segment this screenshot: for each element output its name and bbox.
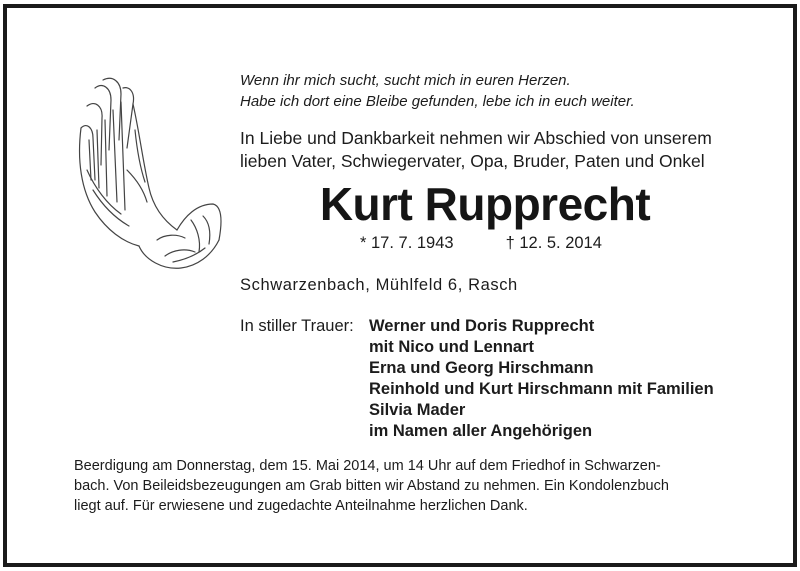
mourner-name: Erna und Georg Hirschmann [369, 359, 594, 377]
footer-line-1: Beerdigung am Donnerstag, dem 15. Mai 2014, um 14 Uhr auf dem Friedhof in Schwarzen- [74, 458, 661, 474]
life-dates [360, 232, 602, 254]
quote-line-1: Wenn ihr mich sucht, sucht mich in euren Herzen. [240, 72, 571, 89]
farewell-intro [240, 127, 712, 173]
funeral-notice [74, 456, 734, 516]
footer-line-2: bach. Von Beileidsbezeugungen am Grab bitten wir Abstand zu nehmen. Ein Kondolenzbuch [74, 478, 669, 494]
memorial-quote [240, 70, 635, 112]
mourner-name: Reinhold und Kurt Hirschmann mit Familien [369, 380, 714, 398]
death-date: † 12. 5. 2014 [505, 234, 602, 252]
praying-hands-icon [73, 70, 223, 275]
footer-line-3: liegt auf. Für erwiesene und zugedachte Anteilnahme herzlichen Dank. [74, 498, 528, 514]
mourners-list [369, 316, 714, 442]
mourner-name: mit Nico und Lennart [369, 338, 534, 356]
mourner-name: Werner und Doris Rupprecht [369, 317, 595, 335]
mourner-name: im Namen aller Angehörigen [369, 422, 593, 440]
intro-line-1: In Liebe und Dankbarkeit nehmen wir Abschied von unserem [240, 128, 712, 148]
birth-date: * 17. 7. 1943 [360, 234, 454, 252]
address: Schwarzenbach, Mühlfeld 6, Rasch [240, 276, 518, 294]
mourners-label: In stiller Trauer: [240, 317, 354, 335]
quote-line-2: Habe ich dort eine Bleibe gefunden, lebe ich in euch weiter. [240, 93, 635, 110]
intro-line-2: lieben Vater, Schwiegervater, Opa, Bruder, Paten und Onkel [240, 151, 705, 171]
mourner-name: Silvia Mader [369, 401, 466, 419]
deceased-name: Kurt Rupprecht [319, 178, 651, 230]
